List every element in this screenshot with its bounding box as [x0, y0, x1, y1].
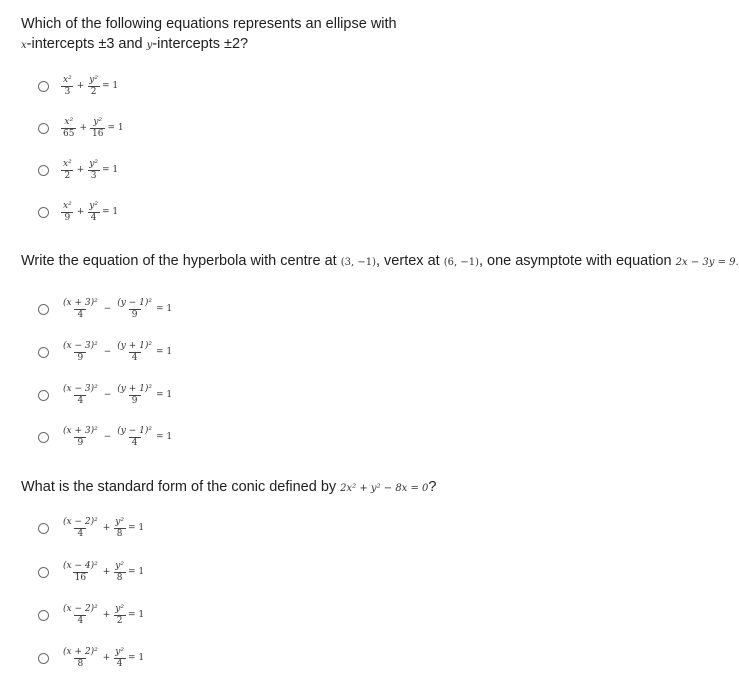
fraction-numerator: (y + 1)²	[117, 340, 152, 351]
fraction-denominator: 3	[61, 86, 73, 98]
fraction	[113, 604, 126, 627]
fraction-denominator: 9	[74, 437, 86, 449]
operator: −	[103, 432, 112, 442]
question-1-text-line2	[21, 34, 248, 56]
q2-option-1-equation	[60, 298, 172, 321]
fraction-numerator: (x − 3)²	[63, 383, 98, 394]
operator: +	[76, 165, 85, 175]
q3-option-4[interactable]	[38, 645, 144, 671]
operator: +	[76, 207, 85, 217]
fraction-denominator: 4	[114, 658, 126, 670]
operator: −	[103, 390, 112, 400]
fraction-numerator: x²	[64, 116, 74, 127]
fraction-denominator: 4	[74, 309, 86, 321]
fraction	[113, 561, 126, 584]
fraction-numerator: (x + 2)²	[63, 646, 98, 657]
question-2-text-part: , vertex at	[376, 253, 444, 269]
fraction-numerator: y²	[115, 560, 124, 571]
fraction	[87, 201, 100, 224]
fraction	[61, 201, 74, 224]
fraction-numerator: (x − 2)²	[63, 603, 98, 614]
fraction-numerator: x²	[63, 74, 72, 85]
q1-option-2-equation	[60, 117, 124, 140]
question-2-text	[21, 251, 739, 273]
fraction-denominator: 3	[88, 170, 100, 182]
fraction	[115, 384, 154, 407]
fraction	[113, 517, 126, 540]
question-3-text-part: ?	[428, 479, 437, 495]
asymptote-equation: 2x − 3y = 9	[675, 257, 736, 268]
equation-rhs: = 1	[127, 567, 145, 577]
question-3-text-part: What is the standard form of the conic defined by	[21, 479, 341, 495]
q2-option-2-radio[interactable]	[38, 347, 49, 358]
fraction	[61, 341, 100, 364]
fraction-numerator: (y − 1)²	[117, 425, 152, 436]
q2-option-2-equation	[60, 341, 172, 364]
fraction-numerator: (x − 4)²	[63, 560, 98, 571]
operator: +	[102, 610, 111, 620]
operator: −	[103, 304, 112, 314]
fraction-numerator: (x − 3)²	[63, 340, 98, 351]
fraction	[87, 75, 100, 98]
q3-option-1-radio[interactable]	[38, 523, 49, 534]
fraction-denominator: 16	[74, 572, 87, 583]
equation-rhs: = 1	[155, 304, 173, 314]
q1-option-4-equation	[60, 201, 118, 224]
equation-rhs: = 1	[101, 207, 119, 217]
fraction-numerator: (y − 1)²	[117, 297, 152, 308]
fraction-denominator: 9	[74, 352, 86, 364]
fraction	[61, 384, 100, 407]
fraction-denominator: 8	[114, 572, 126, 584]
fraction-numerator: (x + 3)²	[63, 425, 98, 436]
q1-option-3-equation	[60, 159, 118, 182]
fraction-numerator: y²	[89, 74, 98, 85]
fraction-denominator: 8	[74, 658, 86, 670]
fraction	[61, 117, 76, 140]
fraction-denominator: 4	[74, 528, 86, 540]
q2-option-1[interactable]	[38, 296, 172, 322]
fraction-numerator: y²	[89, 158, 98, 169]
equation-rhs: = 1	[127, 610, 145, 620]
q2-option-1-radio[interactable]	[38, 304, 49, 315]
fraction	[115, 298, 154, 321]
q3-option-3[interactable]	[38, 602, 144, 628]
fraction	[61, 517, 100, 540]
equation-rhs: = 1	[127, 523, 145, 533]
fraction-numerator: y²	[89, 200, 98, 211]
fraction	[61, 298, 100, 321]
fraction	[87, 159, 100, 182]
fraction-denominator: 9	[129, 309, 141, 321]
q1-option-2-radio[interactable]	[38, 123, 49, 134]
vertex-coordinates: (6, −1)	[443, 257, 479, 268]
q2-option-3-equation	[60, 384, 172, 407]
q1-option-3-radio[interactable]	[38, 165, 49, 176]
operator: +	[102, 567, 111, 577]
equation-rhs: = 1	[155, 432, 173, 442]
fraction	[115, 426, 154, 449]
fraction-denominator: 9	[61, 212, 73, 224]
q1-option-4-radio[interactable]	[38, 207, 49, 218]
equation-rhs: = 1	[155, 390, 173, 400]
question-1-text-line1: Which of the following equations represents an ellipse with	[21, 16, 397, 32]
fraction-numerator: y²	[115, 603, 124, 614]
fraction-denominator: 4	[129, 352, 141, 364]
operator: +	[102, 653, 111, 663]
y-variable: y	[146, 40, 153, 51]
question-1-text-part: -intercepts ±2?	[152, 36, 249, 52]
fraction-denominator: 4	[74, 615, 86, 627]
question-1-text-part: -intercepts ±3 and	[26, 36, 147, 52]
q1-option-1-equation	[60, 75, 118, 98]
fraction	[61, 647, 100, 670]
fraction-denominator: 2	[61, 170, 73, 182]
fraction-numerator: y²	[115, 646, 124, 657]
fraction-numerator: (y + 1)²	[117, 383, 152, 394]
q2-option-2[interactable]	[38, 339, 172, 365]
equation-rhs: = 1	[155, 347, 173, 357]
question-3-text	[21, 477, 437, 499]
equation-rhs: = 1	[107, 123, 124, 133]
equation-rhs: = 1	[101, 165, 119, 175]
fraction	[61, 75, 74, 98]
fraction	[61, 426, 100, 449]
q3-option-1[interactable]	[38, 515, 144, 541]
x-variable: x	[21, 40, 27, 51]
fraction-denominator: 9	[129, 395, 141, 407]
question-2-text-part: .	[735, 257, 739, 268]
q3-option-2-radio[interactable]	[38, 567, 49, 578]
fraction-denominator: 4	[74, 395, 86, 407]
q3-option-4-radio[interactable]	[38, 653, 49, 664]
fraction-denominator: 8	[114, 528, 126, 540]
fraction-numerator: y²	[115, 516, 124, 527]
q1-option-2[interactable]	[38, 115, 124, 141]
fraction-denominator: 2	[114, 615, 126, 627]
q2-option-3[interactable]	[38, 382, 172, 408]
q2-option-4-radio[interactable]	[38, 432, 49, 443]
fraction	[61, 604, 100, 627]
fraction	[115, 341, 154, 364]
fraction	[113, 647, 126, 670]
fraction-denominator: 16	[92, 128, 104, 139]
operator: +	[79, 123, 87, 133]
fraction-numerator: x²	[63, 158, 72, 169]
q3-option-3-radio[interactable]	[38, 610, 49, 621]
fraction-numerator: x²	[63, 200, 72, 211]
question-2-text-part: Write the equation of the hyperbola with centre at	[21, 253, 341, 269]
fraction-numerator: (x + 3)²	[63, 297, 98, 308]
conic-equation: 2x² + y² − 8x = 0	[340, 483, 429, 494]
fraction-numerator: (x − 2)²	[63, 516, 98, 527]
q3-option-4-equation	[60, 647, 144, 670]
operator: +	[76, 81, 85, 91]
fraction-denominator: 2	[88, 86, 100, 98]
q1-option-4[interactable]	[38, 199, 118, 225]
fraction	[90, 117, 105, 140]
question-2-text-part: , one asymptote with equation	[478, 253, 676, 269]
q2-option-3-radio[interactable]	[38, 390, 49, 401]
centre-coordinates: (3, −1)	[340, 257, 376, 268]
fraction-denominator: 65	[63, 128, 75, 139]
q3-option-3-equation	[60, 604, 144, 627]
q2-option-4[interactable]	[38, 424, 172, 450]
q3-option-2[interactable]	[38, 559, 144, 585]
q3-option-1-equation	[60, 517, 144, 540]
q1-option-1[interactable]	[38, 73, 118, 99]
q1-option-3[interactable]	[38, 157, 118, 183]
equation-rhs: = 1	[101, 81, 119, 91]
operator: +	[102, 523, 111, 533]
operator: −	[103, 347, 112, 357]
fraction	[61, 561, 100, 584]
fraction-numerator: y²	[93, 116, 103, 127]
fraction-denominator: 4	[129, 437, 141, 449]
fraction-denominator: 4	[88, 212, 100, 224]
q2-option-4-equation	[60, 426, 172, 449]
fraction	[61, 159, 74, 182]
q3-option-2-equation	[60, 561, 144, 584]
q1-option-1-radio[interactable]	[38, 81, 49, 92]
equation-rhs: = 1	[127, 653, 145, 663]
